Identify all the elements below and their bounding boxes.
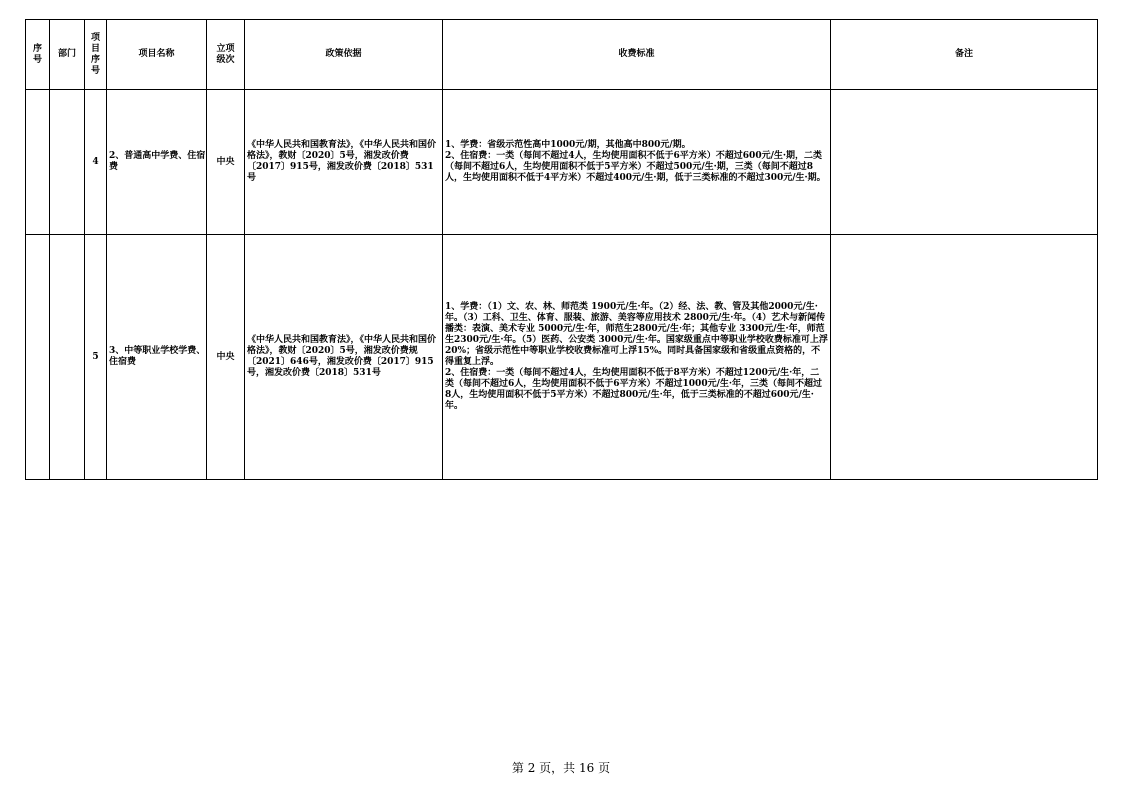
header-level: 立项级次	[207, 20, 245, 90]
header-standard: 收费标准	[443, 20, 831, 90]
fee-table	[25, 19, 1098, 480]
header-item-seq: 项目序号	[85, 20, 107, 90]
cell-standard	[443, 90, 831, 235]
cell-item-name: 3、中等职业学校学费、住宿费	[107, 235, 207, 480]
cell-level: 中央	[207, 235, 245, 480]
header-policy: 政策依据	[245, 20, 443, 90]
page-number: 第 2 页，共 16 页	[511, 761, 611, 775]
cell-level: 中央	[207, 90, 245, 235]
cell-seq	[26, 235, 50, 480]
standard-line: 1、学费：省级示范性高中1000元/期，其他高中800元/期。	[445, 140, 691, 150]
cell-policy: 《中华人民共和国教育法》，《中华人民共和国价格法》，教财〔2020〕5号，湘发改价费规〔2021〕646号，湘发改价费〔2017〕915号，湘发改价费〔2018〕531号	[245, 235, 443, 480]
table-header-row	[26, 20, 1098, 90]
cell-item-seq: 5	[85, 235, 107, 480]
table-row	[26, 90, 1098, 235]
header-seq: 序号	[26, 20, 50, 90]
header-remark: 备注	[831, 20, 1098, 90]
standard-line: 1、学费：（1）文、农、林、师范类 1900元/生·年。（2）经、法、教、管及其他2000元/生·年。（3）工科、卫生、体育、服装、旅游、美容等应用技术 2800元/生·年。（4）艺术与新闻传播类：表演、美术专业 5000元/生·年，师范生2800元/生·年；其他专业 3300元/生·年，师范生2300元/生·年。（5）医药、公安类 3000元/生·年。国家级重点中等职业学校收费标准可上浮20%；省级示范性中等职业学校收费标准可上浮15%。同时具备国家级和省级重点资格的，不得重复上浮。	[445, 302, 828, 367]
cell-item-name: 2、普通高中学费、住宿费	[107, 90, 207, 235]
table-row	[26, 235, 1098, 480]
header-item-name: 项目名称	[107, 20, 207, 90]
cell-item-seq: 4	[85, 90, 107, 235]
cell-remark	[831, 90, 1098, 235]
cell-standard	[443, 235, 831, 480]
cell-dept	[50, 90, 85, 235]
standard-line: 2、住宿费：一类（每间不超过4人，生均使用面积不低于6平方米）不超过600元/生·期，二类（每间不超过6人，生均使用面积不低于5平方米）不超过500元/生·期，三类（每间不超过8人，生均使用面积不低于4平方米）不超过400元/生·期，低于三类标准的不超过300元/生·期。	[445, 151, 826, 183]
header-dept: 部门	[50, 20, 85, 90]
cell-dept	[50, 235, 85, 480]
cell-remark	[831, 235, 1098, 480]
cell-policy: 《中华人民共和国教育法》，《中华人民共和国价格法》，教财〔2020〕5号，湘发改价费〔2017〕915号，湘发改价费〔2018〕531号	[245, 90, 443, 235]
cell-seq	[26, 90, 50, 235]
standard-line: 2、住宿费：一类（每间不超过4人，生均使用面积不低于8平方米）不超过1200元/生·年，二类（每间不超过6人，生均使用面积不低于6平方米）不超过1000元/生·年，三类（每间不超过8人，生均使用面积不低于5平方米）不超过800元/生·年，低于三类标准的不超过600元/生·年。	[445, 368, 822, 411]
